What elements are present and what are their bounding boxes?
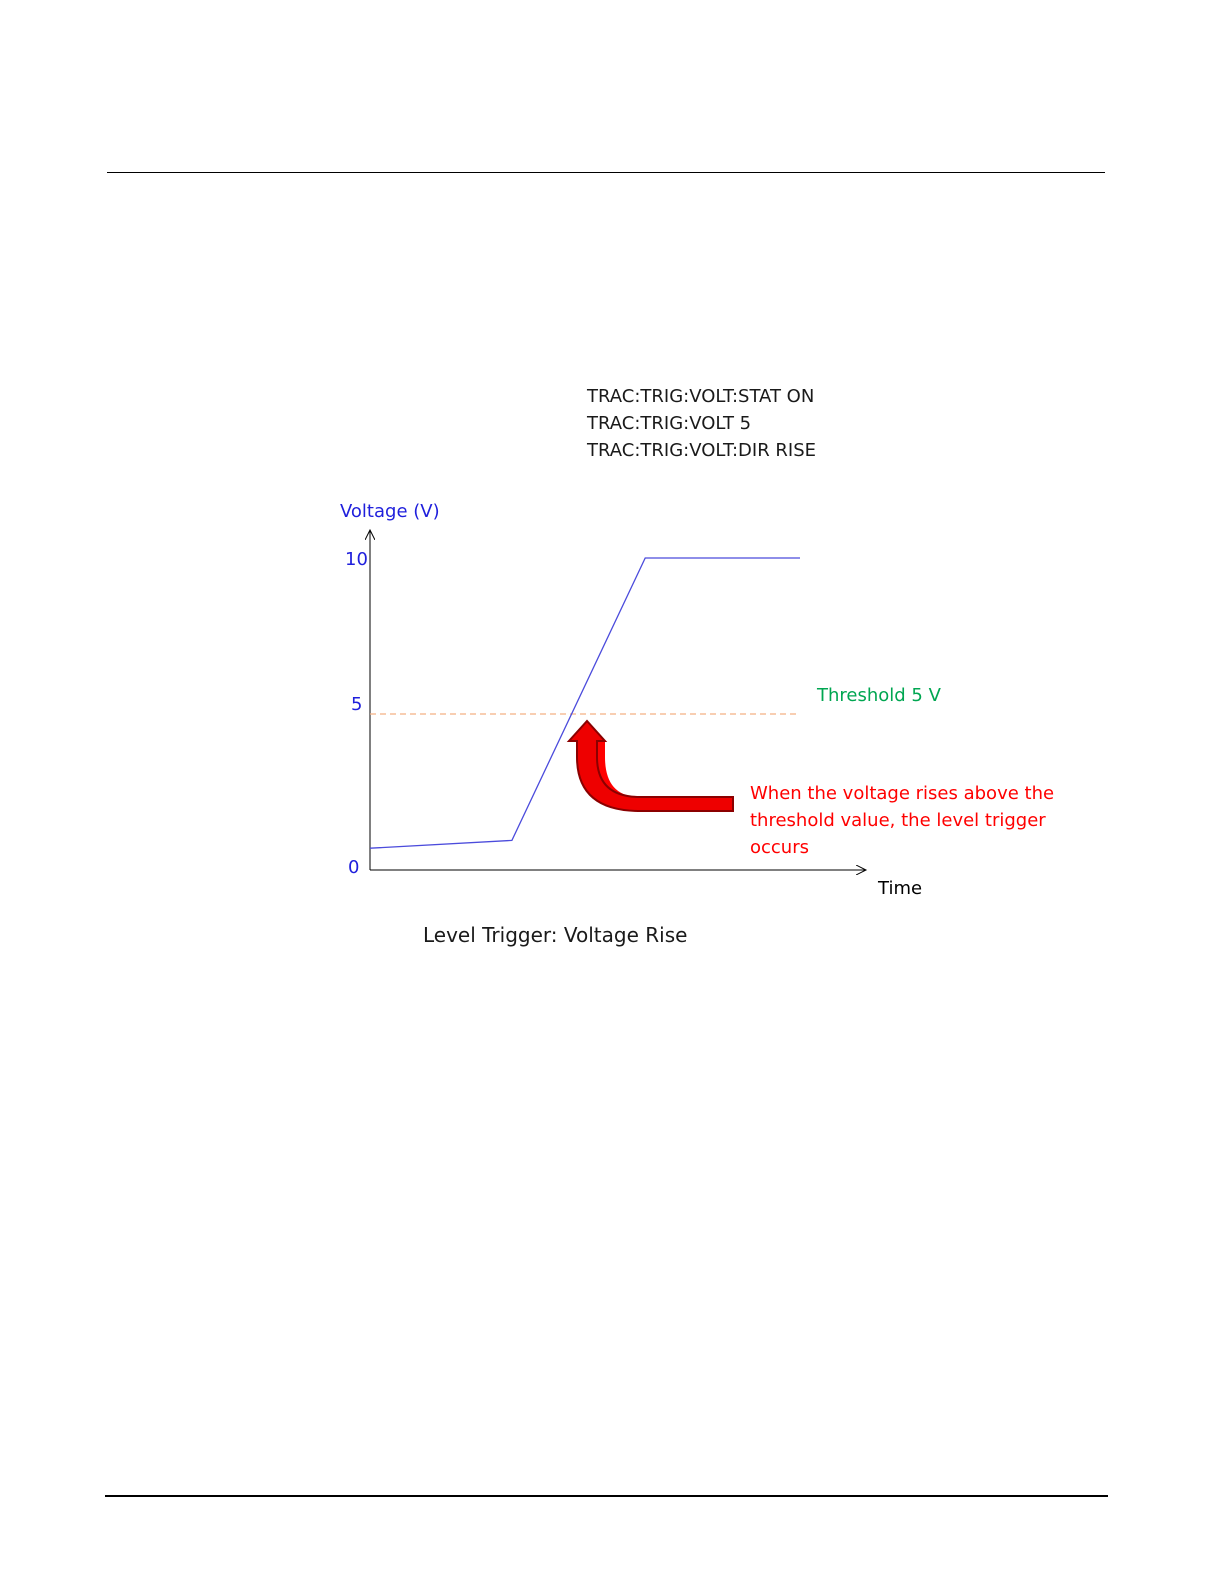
command-line: TRAC:TRIG:VOLT 5 bbox=[587, 413, 752, 434]
x-axis-label: Time bbox=[878, 878, 923, 899]
figure-caption: Level Trigger: Voltage Rise bbox=[423, 923, 688, 947]
y-tick-label: 10 bbox=[345, 549, 368, 570]
threshold-label: Threshold 5 V bbox=[817, 685, 941, 706]
annotation-line: When the voltage rises above the bbox=[750, 783, 1055, 804]
y-tick-label: 0 bbox=[348, 857, 360, 878]
y-axis-label: Voltage (V) bbox=[340, 501, 440, 522]
command-line: TRAC:TRIG:VOLT:DIR RISE bbox=[587, 440, 817, 461]
footer-rule bbox=[105, 1495, 1108, 1497]
annotation-line: threshold value, the level trigger bbox=[750, 810, 1046, 831]
y-tick-label: 5 bbox=[351, 694, 363, 715]
annotation-line: occurs bbox=[750, 837, 809, 858]
trigger-arrow-outline bbox=[569, 721, 733, 811]
command-line: TRAC:TRIG:VOLT:STAT ON bbox=[587, 386, 815, 407]
voltage-series-line bbox=[370, 558, 800, 848]
